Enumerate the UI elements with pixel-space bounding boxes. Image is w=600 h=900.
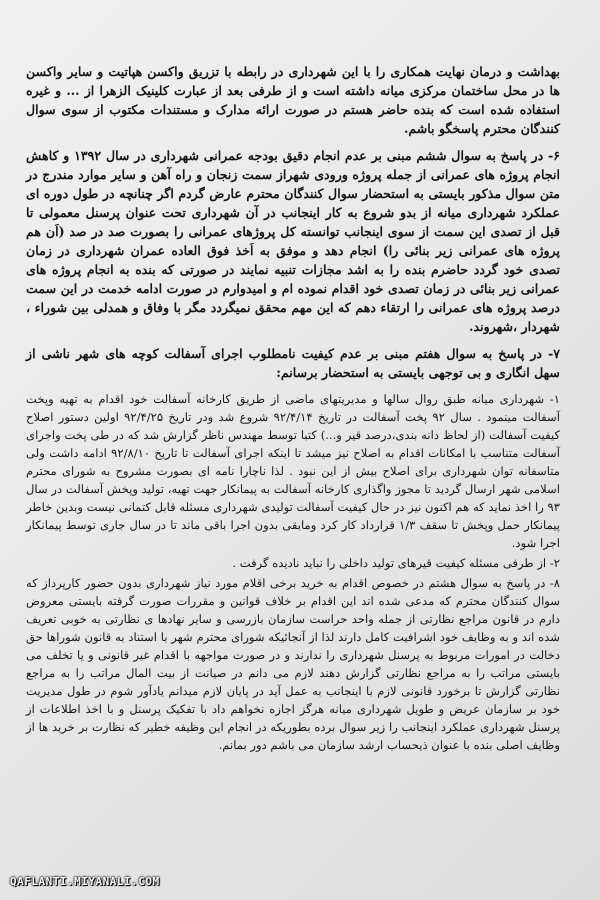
- list-item-answer-8: ۸- در پاسخ به سوال هشتم در خصوص اقدام به خرید برخی اقلام مورد نیاز شهرداری بدون حضور کارپرداز که سوال کنندگان محترم که مدعی شده اند این اقدام بر خلاف قوانین و مقررات صورت گرفته بایستی معروض دارم در قانون مراجع نظارتی از جمله واحد حراست سازمان بازرسی و سایر نهادها ی نظارتی به خوبی تعریف شده اند و به وظایف خود اشرافیت کامل دارند لذا از آنجائیکه شورای محترم شهر با استناد به قانون شوراها حق دخالت در امورات مربوط به پرسنل شهرداری را ندارند و در صورت مواجهه با اقدام غیر قانونی و یا تخلف می بایستی مراتب را به مراجع نظارتی گزارش دهند لازم می دانم در صیانت از بیت المال مراتب را به مراجع نظارتی گزارش تا برخورد قانونی لازم با اینجانب به عمل آید در پایان لازم میدانم یادآور شوم در طول مدیریت خود بر سازمان عریض و طویل شهرداری میانه هرگز اجازه نخواهم داد با تفکیک پرسنل و با اخذ اطلاعات از پرسنل شهرداری عملکرد اینجانب را زیر سوال برده بطوریکه در انجام این وظیفه خطیر که نظارت بر خرید ها از وظایف اصلی بنده با عنوان ذیحساب ارشد سازمان می باشم دور بمانم.: [26, 576, 560, 752]
- list-item-bitumen: ۲- از طرفی مسئله کیفیت قیرهای تولید داخلی را نباید نادیده گرفت .: [232, 556, 560, 570]
- list-item-asphalt: ۱- شهرداری میانه طبق روال سالها و مدیریتهای ماضی از طریق کارخانه آسفالت خود اقدام به تهیه وپخت آسفالت مینمود . سال ۹۲ پخت آسفالت در تاریخ ۹۲/۴/۱۴ شروع شد ودر تاریخ ۹۲/۴/۲۵ اولین دستور اصلاح کیفیت آسفالت (از لحاظ دانه بندی،درصد قیر و...) کتبا توسط مهندس ناظر گزارش شد که در طی پخت واجرای آسفالت متناسب با امکانات اقدام به اصلاح نیز میشد تا اینکه اجرای آسفالت تا تاریخ ۹۲/۸/۱۰ ادامه داشت ولی متاسفانه توان شهرداری برای اصلاح بیش از این نبود . لذا ناچارا نامه ای بصورت مشروح به شورای محترم اسلامی شهر ارسال گردید تا مجوز واگذاری کارخانه آسفالت به پیمانکار جهت تهیه، تولید وپخش آسفالت در سال ۹۳ را اخذ نماید که هم اکنون نیز در حال کیفیت آسفالت تولیدی شهرداری مسئله قابل کتمانی نیست وبدین خاطر پیمانکار حمل وپخش تا سقف ۱/۳ قرارداد کار کرد ومابقی بدون اجرا باقی ماند تا در سال جاری توسط پیمانکار اجرا شود.: [26, 392, 560, 550]
- paragraph-answer-6: ۶- در پاسخ به سوال ششم مبنی بر عدم انجام دقیق بودجه عمرانی شهرداری در سال ۱۳۹۲ و کاهش انجام پروژه های عمرانی از جمله پروژه ورودی شهراز سمت زنجان و راه آهن و سایر موارد مندرج در متن سوال مذکور بایستی به استحضار سوال کنندگان محترم عارض گردم اگر چنانچه در طول دوره ای عملکرد شهرداری میانه از بدو شروع به کار اینجانب در آن شهرداری تحت عنوان پرسنل معمولی تا قبل از تصدی این سمت از سوی اینجانب توانسته کل پروژهای عمرانی را بصورت صد در صد (اَن هم پروژه های عمرانی زیر بنائی را) انجام دهد و موفق به اَخذ فوق العاده عمران شهرداری در زمان تصدی خود گردد حاضرم بنده را به اشد مجازات تنبیه نمایند در صورتی که بنده به انجام پروژه های عمرانی زیر بنائی در زمان تصدی خود اقدام نموده ام و امیدوارم در صورت ادامه خدمت در این سمت درصد پروژه های عمرانی را ارتقاء دهم که این مهم محقق نمیگردد مگر با وفاق و همدلی بین شوراء ، شهردار ،شهروند.: [26, 148, 560, 334]
- answer-list: [26, 390, 560, 754]
- paragraph-health-cooperation: بهداشت و درمان نهایت همکاری را با این شهرداری در رابطه با تزریق واکسن هپاتیت و سایر واکسن ها در محل ساختمان مرکزی میانه داشته است و از طرفی بعد از عبارت کلینیک الزهرا از ... و غیره استفاده شده است که بنده حاضر هستم در صورت ارائه مدارک و مستندات مکتوب از سوی سوال کنندگان محترم پاسخگو باشم.: [26, 64, 560, 136]
- watermark: QAFLANTI.MIYANALI.COM: [10, 875, 160, 888]
- paragraph-answer-7-intro: ۷- در پاسخ به سوال هفتم مبنی بر عدم کیفیت نامطلوب اجرای آسفالت کوچه های شهر ناشی از سهل انگاری و بی توجهی بایستی به استحضار برسانم:: [26, 346, 560, 380]
